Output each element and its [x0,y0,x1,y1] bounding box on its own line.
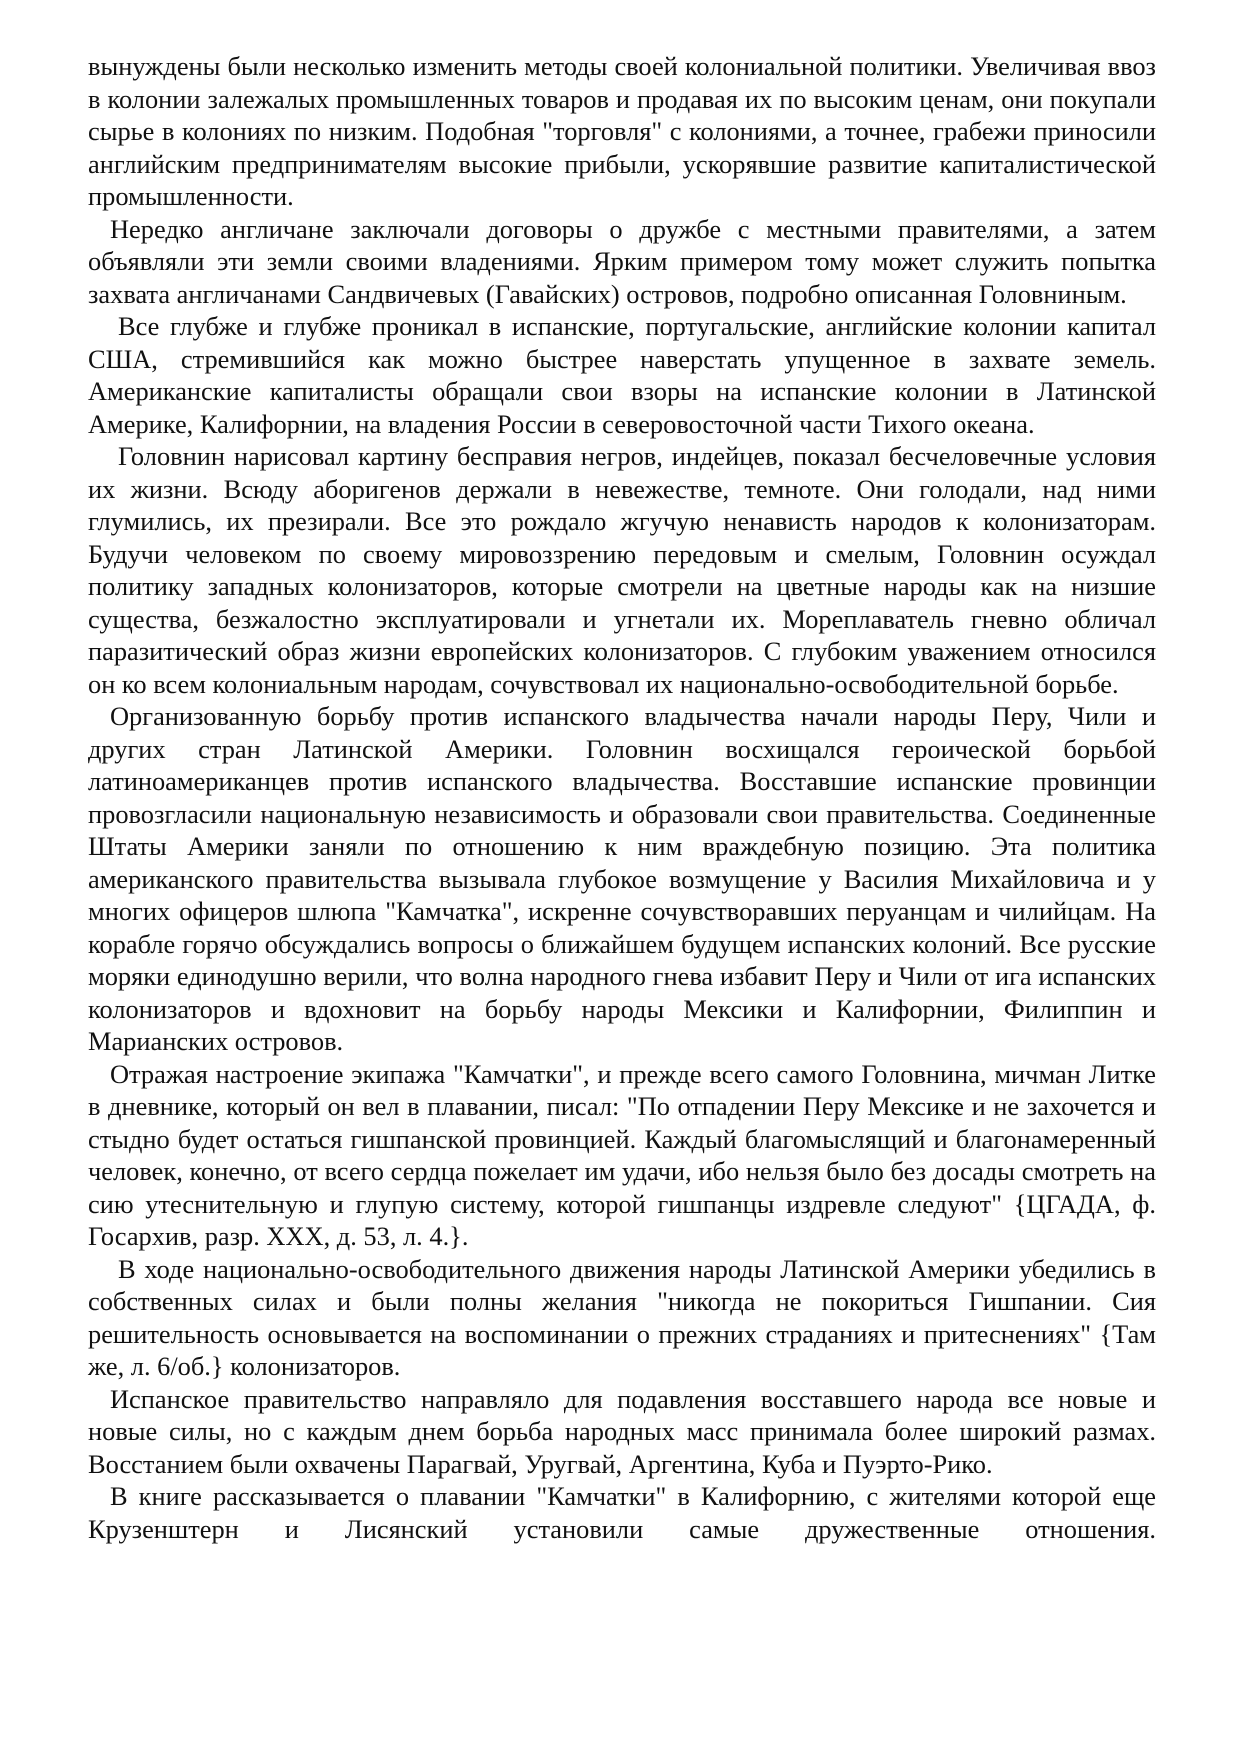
paragraph-3: Все глубже и глубже проникал в испанские, португальские, английские колонии капитал США, стремившийся как можно быстрее наверстать упущенное в захвате земель. Американские капиталисты обращали свои взоры на испанские колонии в Латинской Америке, Калифорнии, на владения России в северовосточной части Тихого океана. [88,311,1156,439]
paragraph-5: Организованную борьбу против испанского владычества начали народы Перу, Чили и других стран Латинской Америки. Головнин восхищался героической борьбой латиноамериканцев против испанского владычества. Восставшие испанские провинции провозгласили национальную независимость и образовали свои правительства. Соединенные Штаты Америки заняли по отношению к ним враждебную позицию. Эта политика американского правительства вызывала глубокое возмущение у Василия Михайловича и у многих офицеров шлюпа "Камчатка", искренне сочувстворавших перуанцам и чилийцам. На корабле горячо обсуждались вопросы о ближайшем будущем испанских колоний. Все русские моряки единодушно верили, что волна народного гнева избавит Перу и Чили от ига испанских колонизаторов и вдохновит на борьбу народы Мексики и Калифорнии, Филиппин и Марианских островов. [88,701,1156,1056]
paragraph-6: Отражая настроение экипажа "Камчатки", и прежде всего самого Головнина, мичман Литке в дневнике, который он вел в плавании, писал: "По отпадении Перу Мексике и не захочется и стыдно будет остаться гишпанской провинцией. Каждый благомыслящий и благонамеренный человек, конечно, от всего сердца пожелает им удачи, ибо нельзя было без досады смотреть на сию утеснительную и глупую систему, которой гишпанцы издревле следуют" {ЦГАДА, ф. Госархив, разр. XXX, д. 53, л. 4.}. [88,1058,1156,1251]
paragraph-4: Головнин нарисовал картину бесправия негров, индейцев, показал бесчеловечные условия их жизни. Всюду аборигенов держали в невежестве, темноте. Они голодали, над ними глумились, их презирали. Все это рождало жгучую ненависть народов к колонизаторам. Будучи человеком по своему мировоззрению передовым и смелым, Головнин осуждал политику западных колонизаторов, которые смотрели на цветные народы как на низшие существа, безжалостно эксплуатировали и угнетали их. Мореплаватель гневно обличал паразитический образ жизни европейских колонизаторов. С глубоким уважением относился он ко всем колониальным народам, сочувствовал их национально-освободительной борьбе. [88,441,1156,699]
paragraph-1: вынуждены были несколько изменить методы своей колониальной политики. Увеличивая ввоз в колонии залежалых промышленных товаров и продавая их по высоким ценам, они покупали сырье в колониях по низким. Подобная "торговля" с колониями, а точнее, грабежи приносили английским предпринимателям высокие прибыли, ускорявшие развитие капиталистической промышленности. [88,51,1156,211]
paragraph-7: В ходе национально-освободительного движения народы Латинской Америки убедились в собственных силах и были полны желания "никогда не покориться Гишпании. Сия решительность основывается на воспоминании о прежних страданиях и притеснениях" {Там же, л. 6/об.} колонизаторов. [88,1253,1156,1381]
document-page [88,50,1156,1545]
paragraph-2: Нередко англичане заключали договоры о дружбе с местными правителями, а затем объявляли эти земли своими владениями. Ярким примером тому может служить попытка захвата англичанами Сандвичевых (Гавайских) островов, подробно описанная Головниным. [88,213,1156,309]
paragraph-9: В книге рассказывается о плавании "Камчатки" в Калифорнию, с жителями которой еще Крузенштерн и Лисянский установили самые дружественные отношения. [88,1481,1156,1544]
paragraph-8: Испанское правительство направляло для подавления восставшего народа все новые и новые силы, но с каждым днем борьба народных масс принимала более широкий размах. Восстанием были охвачены Парагвай, Уругвай, Аргентина, Куба и Пуэрто-Рико. [88,1383,1156,1479]
